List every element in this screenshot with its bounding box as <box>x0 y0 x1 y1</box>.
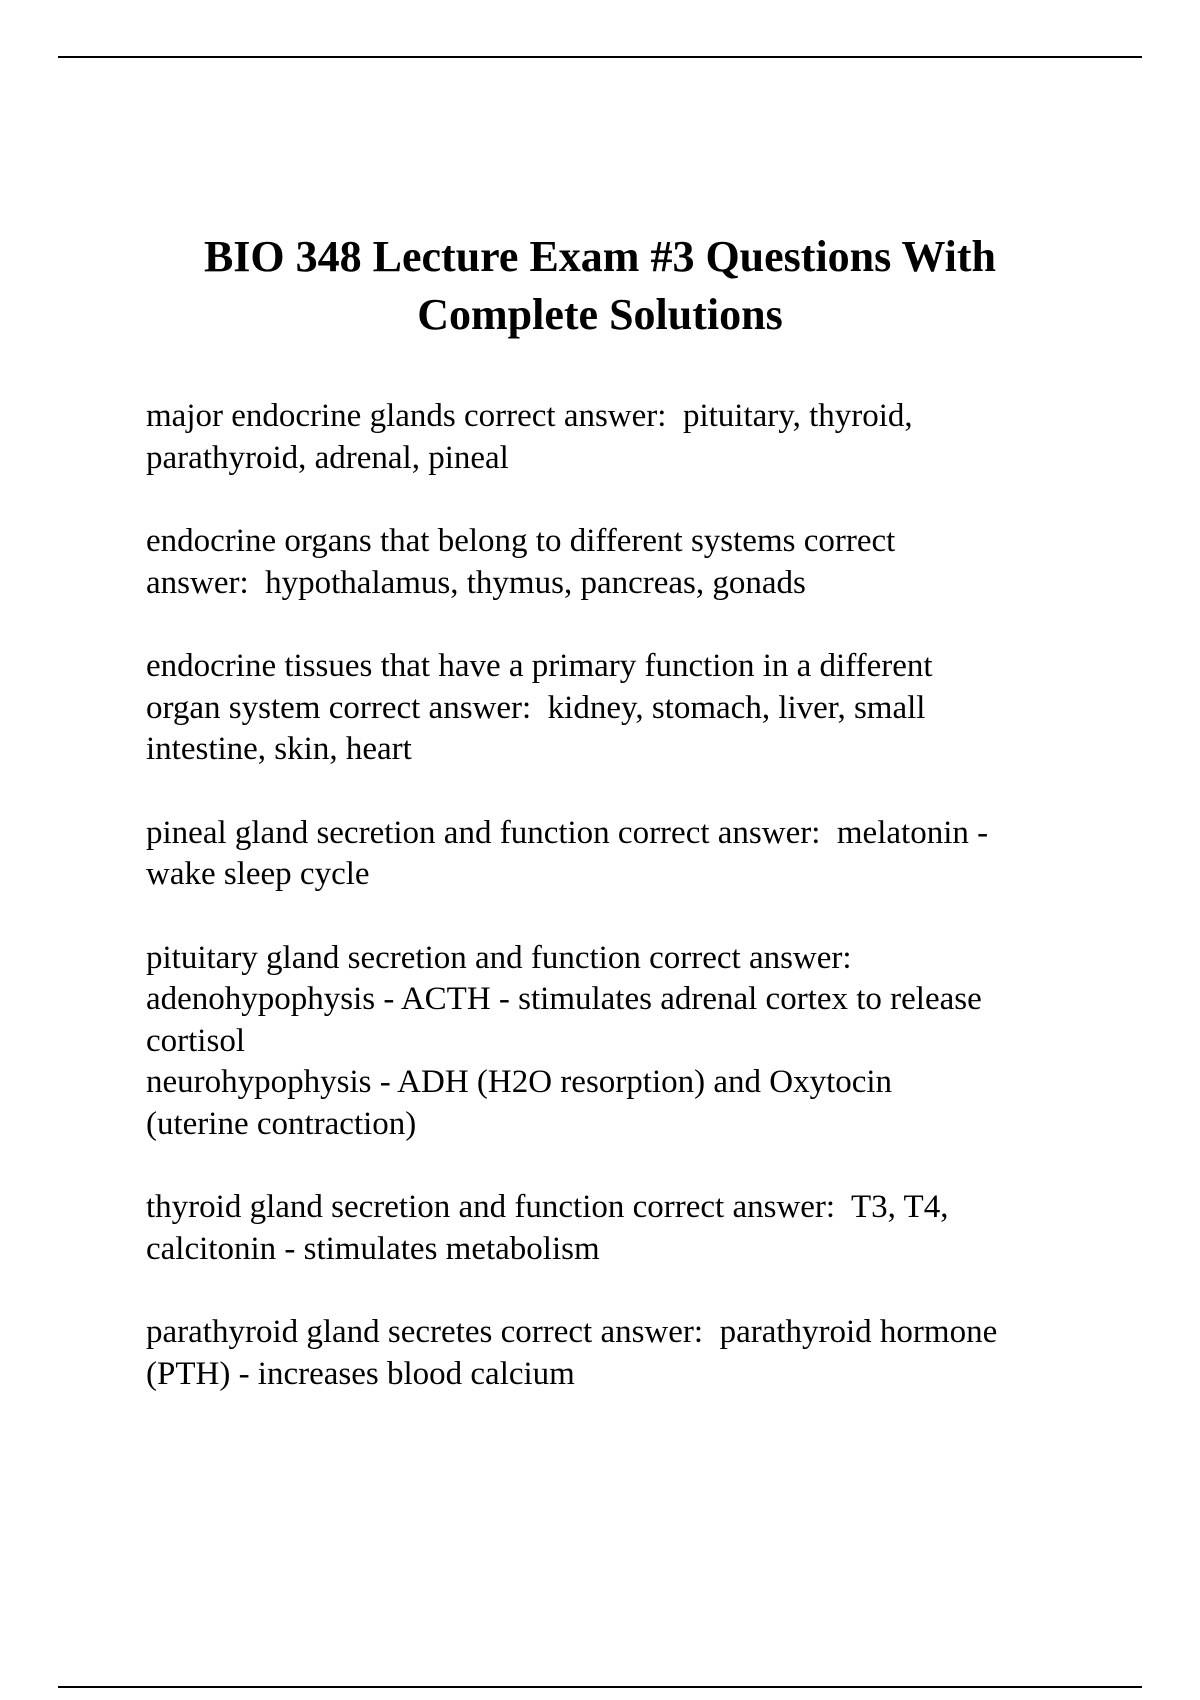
bottom-rule <box>58 1686 1142 1688</box>
qa-entry: endocrine tissues that have a primary function in a different organ system correct answer: kidney, stomach, liver, small intestine, skin, heart <box>146 648 933 767</box>
page-title: BIO 348 Lecture Exam #3 Questions With Complete Solutions <box>203 232 997 339</box>
qa-entry: major endocrine glands correct answer: pituitary, thyroid, parathyroid, adrenal, pineal <box>146 398 913 476</box>
qa-entry: thyroid gland secretion and function correct answer: T3, T4, calcitonin - stimulates metabolism <box>146 1189 949 1267</box>
qa-list <box>146 396 1086 1437</box>
qa-entry: endocrine organs that belong to different systems correct answer: hypothalamus, thymus, pancreas, gonads <box>146 523 896 601</box>
qa-entry: pituitary gland secretion and function correct answer: adenohypophysis - ACTH - stimulates adrenal cortex to release cortisol neurohypophysis - ADH (H2O resorption) and Oxytocin (uterine contraction) <box>146 939 982 1142</box>
qa-entry: parathyroid gland secretes correct answer: parathyroid hormone (PTH) - increases blood calcium <box>146 1314 998 1392</box>
top-rule <box>58 56 1142 58</box>
qa-entry: pineal gland secretion and function correct answer: melatonin - wake sleep cycle <box>146 814 989 892</box>
